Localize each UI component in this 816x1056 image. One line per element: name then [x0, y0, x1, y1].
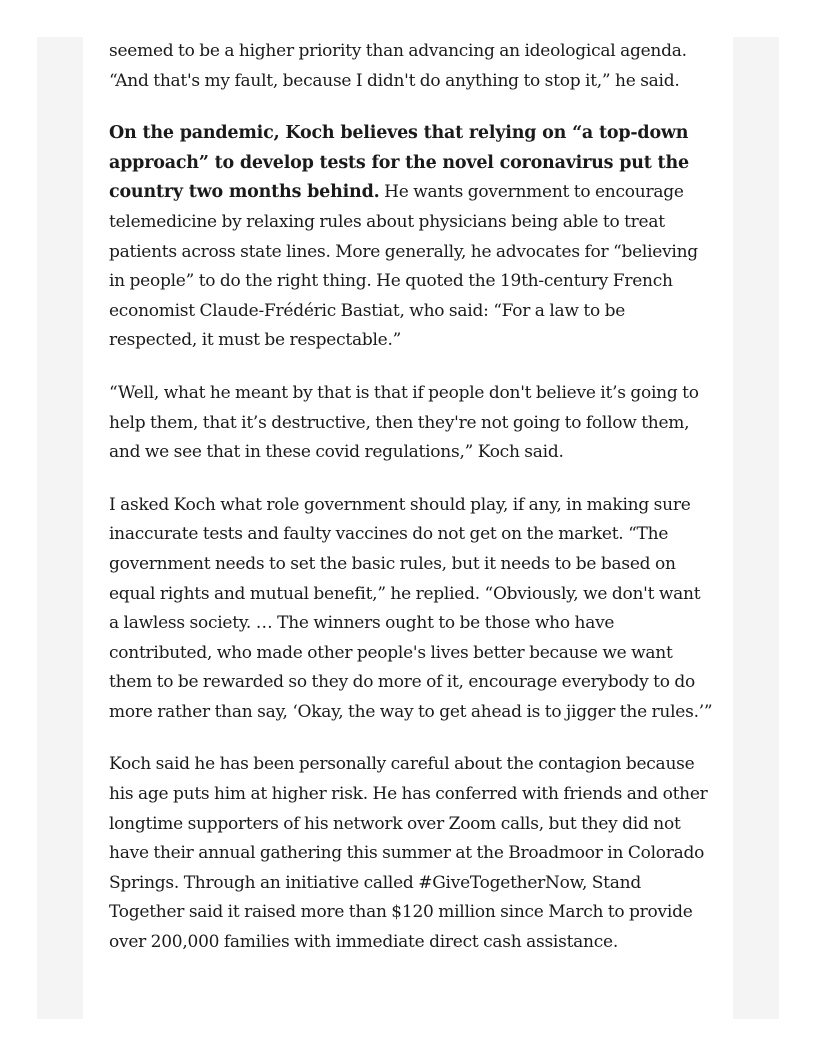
paragraph-4	[109, 491, 713, 728]
paragraph-2-lead: On the pandemic, Koch believes that relying on “a top-down approach” to develop tests for the novel coronavirus put the country two months behind.	[109, 123, 689, 203]
left-margin-rail	[37, 37, 83, 1019]
paragraph-5-text: Koch said he has been personally careful about the contagion because his age puts him at higher risk. He has conferred with friends and other longtime supporters of his network over Zoom calls, but they did not have their annual gathering this summer at the Broadmoor in Colorado Springs. Through an initiative called #GiveTogetherNow, Stand Together said it raised more than $120 million since March to provide over 200,000 families with immediate direct cash assistance.	[109, 754, 708, 953]
paragraph-1	[109, 37, 713, 96]
paragraph-1-text: seemed to be a higher priority than advancing an ideological agenda. “And that's my fault, because I didn't do anything to stop it,” he said.	[109, 41, 687, 91]
paragraph-4-text: I asked Koch what role government should play, if any, in making sure inaccurate tests and faulty vaccines do not get on the market. “The government needs to set the basic rules, but it needs to be based on equal rights and mutual benefit,” he replied. “Obviously, we don't want a lawless society. … The winners ought to be those who have contributed, who made other people's lives better because we want them to be rewarded so they do more of it, encourage everybody to do more rather than say, ‘Okay, the way to get ahead is to jigger the rules.’”	[109, 494, 713, 722]
paragraph-3-text: “Well, what he meant by that is that if people don't believe it’s going to help them, that it’s destructive, then they're not going to follow them, and we see that in these covid regulations,” Koch said.	[109, 382, 699, 463]
paragraph-2	[109, 119, 713, 356]
paragraph-3	[109, 379, 713, 468]
paragraph-2-text: He wants government to encourage telemedicine by relaxing rules about physicians being able to treat patients across state lines. More generally, he advocates for “believing in people” to do the right thing. He quoted the 19th-century French economist Claude-Frédéric Bastiat, who said: “For a law to be respected, it must be respectable.”	[109, 182, 698, 351]
right-margin-rail	[733, 37, 779, 1019]
article-body	[109, 37, 713, 981]
paragraph-5	[109, 750, 713, 957]
